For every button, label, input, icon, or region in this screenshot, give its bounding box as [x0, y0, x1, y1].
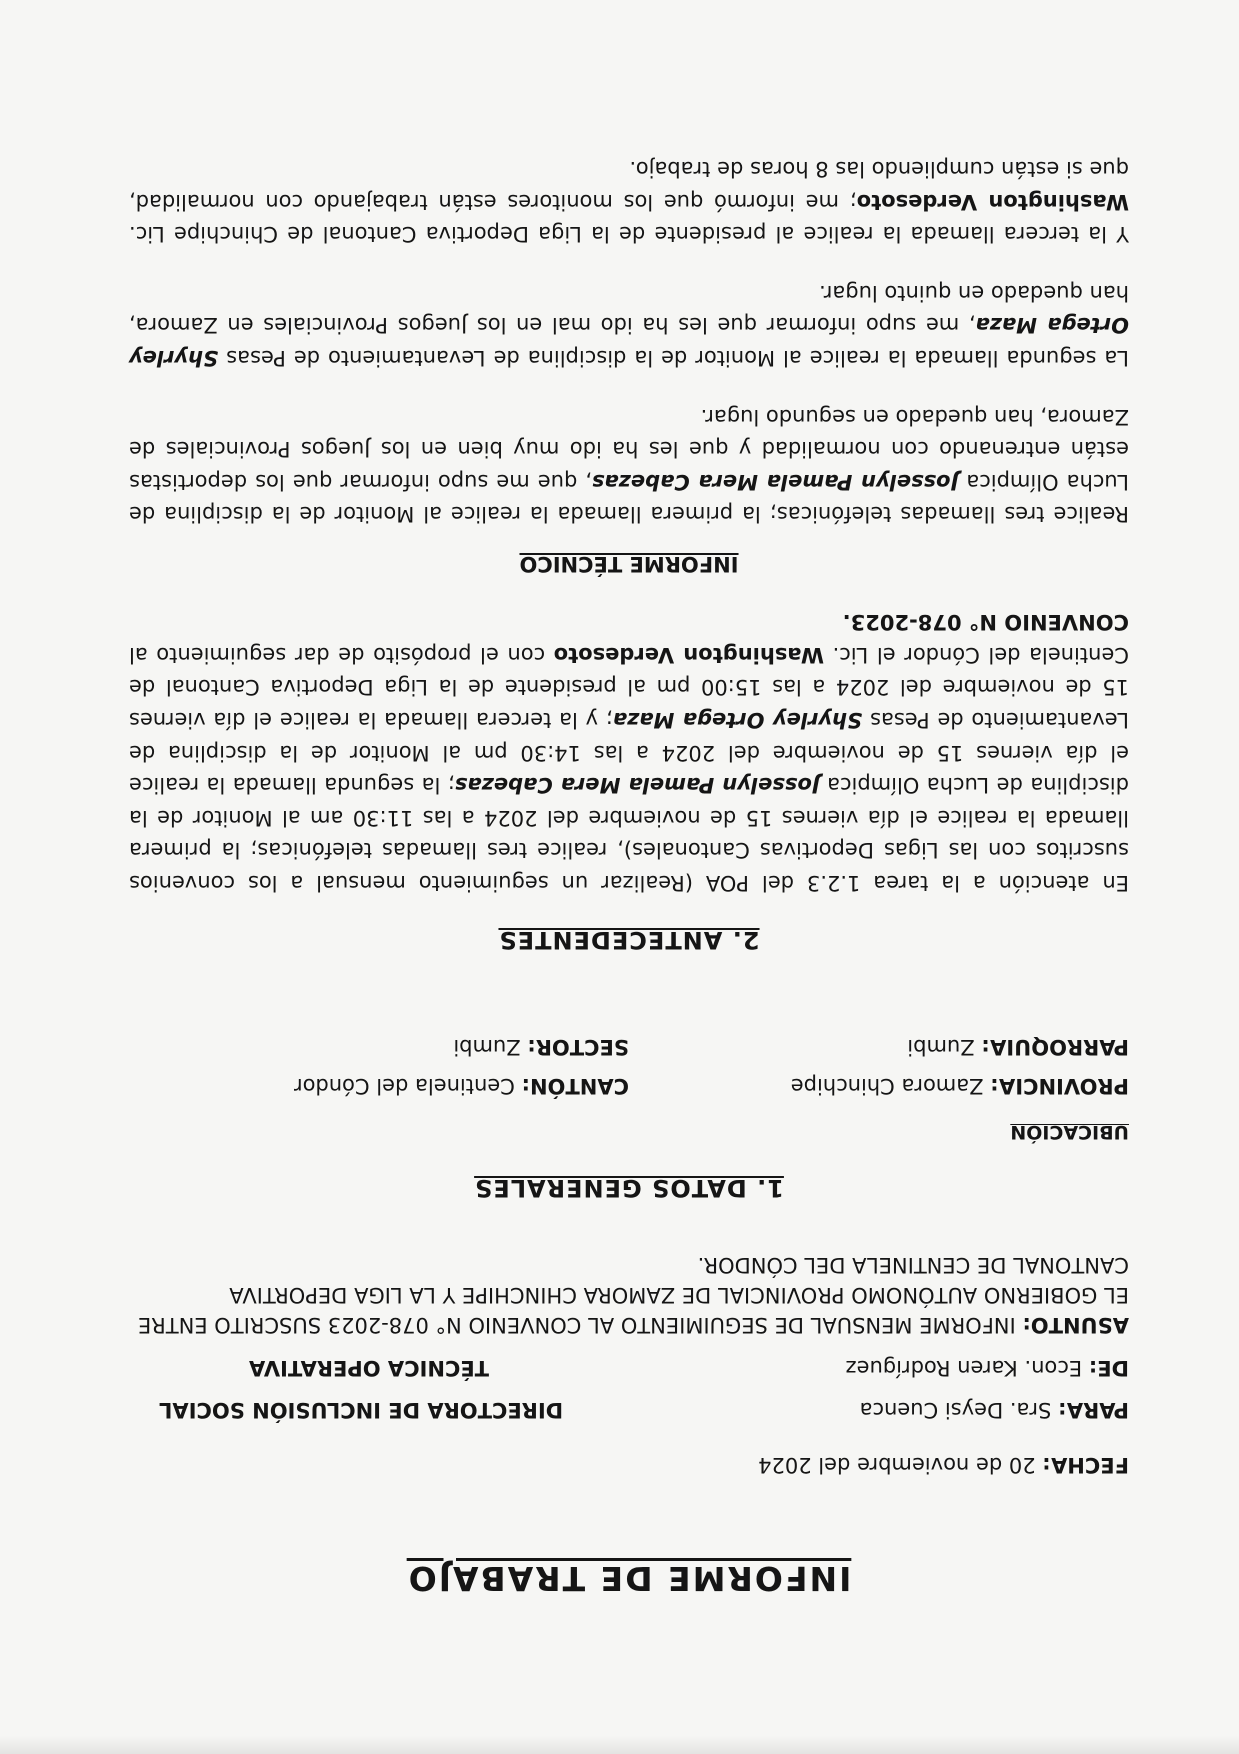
informe-text-4: , me supo informar que les ha ido mal en los Juegos Provinciales en Zamora, han quedado en quinto lugar. — [128, 280, 1129, 338]
sector-value: Zumbi — [453, 1034, 521, 1059]
antecedentes-text-1: En atención a la tarea 1.2.3 del POA (Realizar un seguimiento mensual a los convenios suscritos con las Ligas Deportivas Cantonales), realice tres llamadas telefónicas; la primera llamada la realice el día viernes 15 de noviembre del 2024 a las 11:30 am al Monitor de la disciplina de Lucha Olímpica — [129, 773, 1129, 895]
informe-paragraph-3 — [129, 153, 1129, 251]
document-title: INFORME DE TRABAJO — [406, 1559, 852, 1598]
provincia-cell — [629, 1069, 1129, 1103]
convenio-number: CONVENIO N° 078-2023. — [842, 610, 1129, 635]
fecha-label: FECHA: — [1042, 1453, 1129, 1478]
para-left — [860, 1392, 1129, 1426]
asunto-row — [129, 1249, 1129, 1340]
de-role: TÉCNICA OPERATIVA — [249, 1356, 490, 1381]
informe-text-6: ; me informó que los monitores están trabajando con normalidad, que si están cumpliendo las 8 horas de trabajo. — [129, 157, 1129, 214]
parroquia-sector-row — [129, 1029, 1129, 1063]
fecha-row — [129, 1448, 1129, 1482]
canton-cell — [129, 1069, 629, 1103]
para-label: PARA: — [1058, 1397, 1129, 1422]
para-row — [129, 1392, 1129, 1426]
antecedentes-paragraph — [129, 606, 1129, 899]
de-name: Econ. Karen Rodríguez — [845, 1356, 1083, 1381]
canton-value: Centinela del Cóndor — [293, 1074, 515, 1099]
para-role: DIRECTORA DE INCLUSIÓN SOCIAL — [159, 1397, 564, 1422]
informe-monitor-name-2: Shyrley Ortega Maza — [129, 313, 1129, 371]
ubicacion-title: UBICACIÓN — [1010, 1120, 1129, 1143]
para-name: Sra. Deysi Cuenca — [859, 1397, 1052, 1422]
informe-president-name: Washington Verdesoto — [856, 189, 1129, 214]
informe-tecnico-title: INFORME TÉCNICO — [519, 551, 739, 576]
de-label: DE: — [1088, 1356, 1129, 1381]
sector-cell — [129, 1029, 629, 1063]
de-row — [129, 1350, 1129, 1384]
antecedentes-text-3: ; y la tercera llamada la realice el día viernes 15 de noviembre del 2024 a las 15:00 pm al presidente de la Liga Deportiva Cantonal de Centinela del Cóndor el Lic. — [128, 642, 1129, 733]
asunto-label: ASUNTO: — [1022, 1313, 1129, 1338]
datos-generales-title: 1. DATOS GENERALES — [474, 1174, 784, 1203]
antecedentes-title: 2. ANTECEDENTES — [498, 926, 760, 955]
parroquia-label: PARROQUIA: — [981, 1034, 1129, 1059]
antecedentes-text-2: ; la segunda llamada la realice el día viernes 15 de noviembre del 2024 a las 14:30 pm al Monitor de la disciplina de Levantamiento de Pesas — [129, 708, 1129, 798]
informe-monitor-name-1: Josselyn Pamela Mera Cabezas — [592, 469, 959, 494]
de-left — [846, 1350, 1129, 1384]
informe-text-5: Y la tercera llamada la realice al presidente de la Liga Deportiva Cantonal de Chinchipe Lic. — [129, 222, 1129, 247]
informe-text-3: La segunda llamada la realice al Monitor de la disciplina de Levantamiento de Pesas — [226, 346, 1129, 371]
antecedentes-text-4: con el propósito de dar seguimiento al — [129, 642, 546, 667]
informe-paragraph-1 — [129, 400, 1129, 530]
document-content — [129, 127, 1129, 1604]
informe-text-1: Realice tres llamadas telefónicas; la primera llamada la realice al Monitor de la disciplina de Lucha Olímpica — [129, 469, 1129, 527]
fecha-value: 20 de noviembre del 2024 — [758, 1453, 1036, 1478]
parroquia-value: Zumbi — [907, 1034, 975, 1059]
provincia-label: PROVINCIA: — [990, 1074, 1129, 1099]
sector-label: SECTOR: — [527, 1034, 629, 1059]
president-name: Washington Verdesoto — [553, 642, 824, 667]
parroquia-cell — [629, 1029, 1129, 1063]
provincia-canton-row — [129, 1069, 1129, 1103]
informe-text-2: , que me supo informar que los deportistas están entrenando con normalidad y que les ha ido muy bien en los Juegos Provinciales de Zamora, han quedado en segundo lugar. — [129, 404, 1129, 494]
asunto-text: INFORME MENSUAL DE SEGUIMIENTO AL CONVENIO N° 078-2023 SUSCRITO ENTRE EL GOBIERNO AUTÓNOMO PROVINCIAL DE ZAMORA CHINCHIPE Y LA LIGA DEPORTIVA CANTONAL DE CENTINELA DEL CÓNDOR. — [137, 1252, 1129, 1338]
canton-label: CANTÓN: — [521, 1074, 629, 1099]
monitor-name-1: Josselyn Pamela Mera Cabezas — [454, 773, 820, 798]
scan-edge-shadow — [0, 1736, 1239, 1754]
provincia-value: Zamora Chinchipe — [790, 1074, 984, 1099]
monitor-name-2: Shyrley Ortega Maza — [612, 708, 863, 733]
informe-paragraph-2 — [129, 276, 1129, 374]
